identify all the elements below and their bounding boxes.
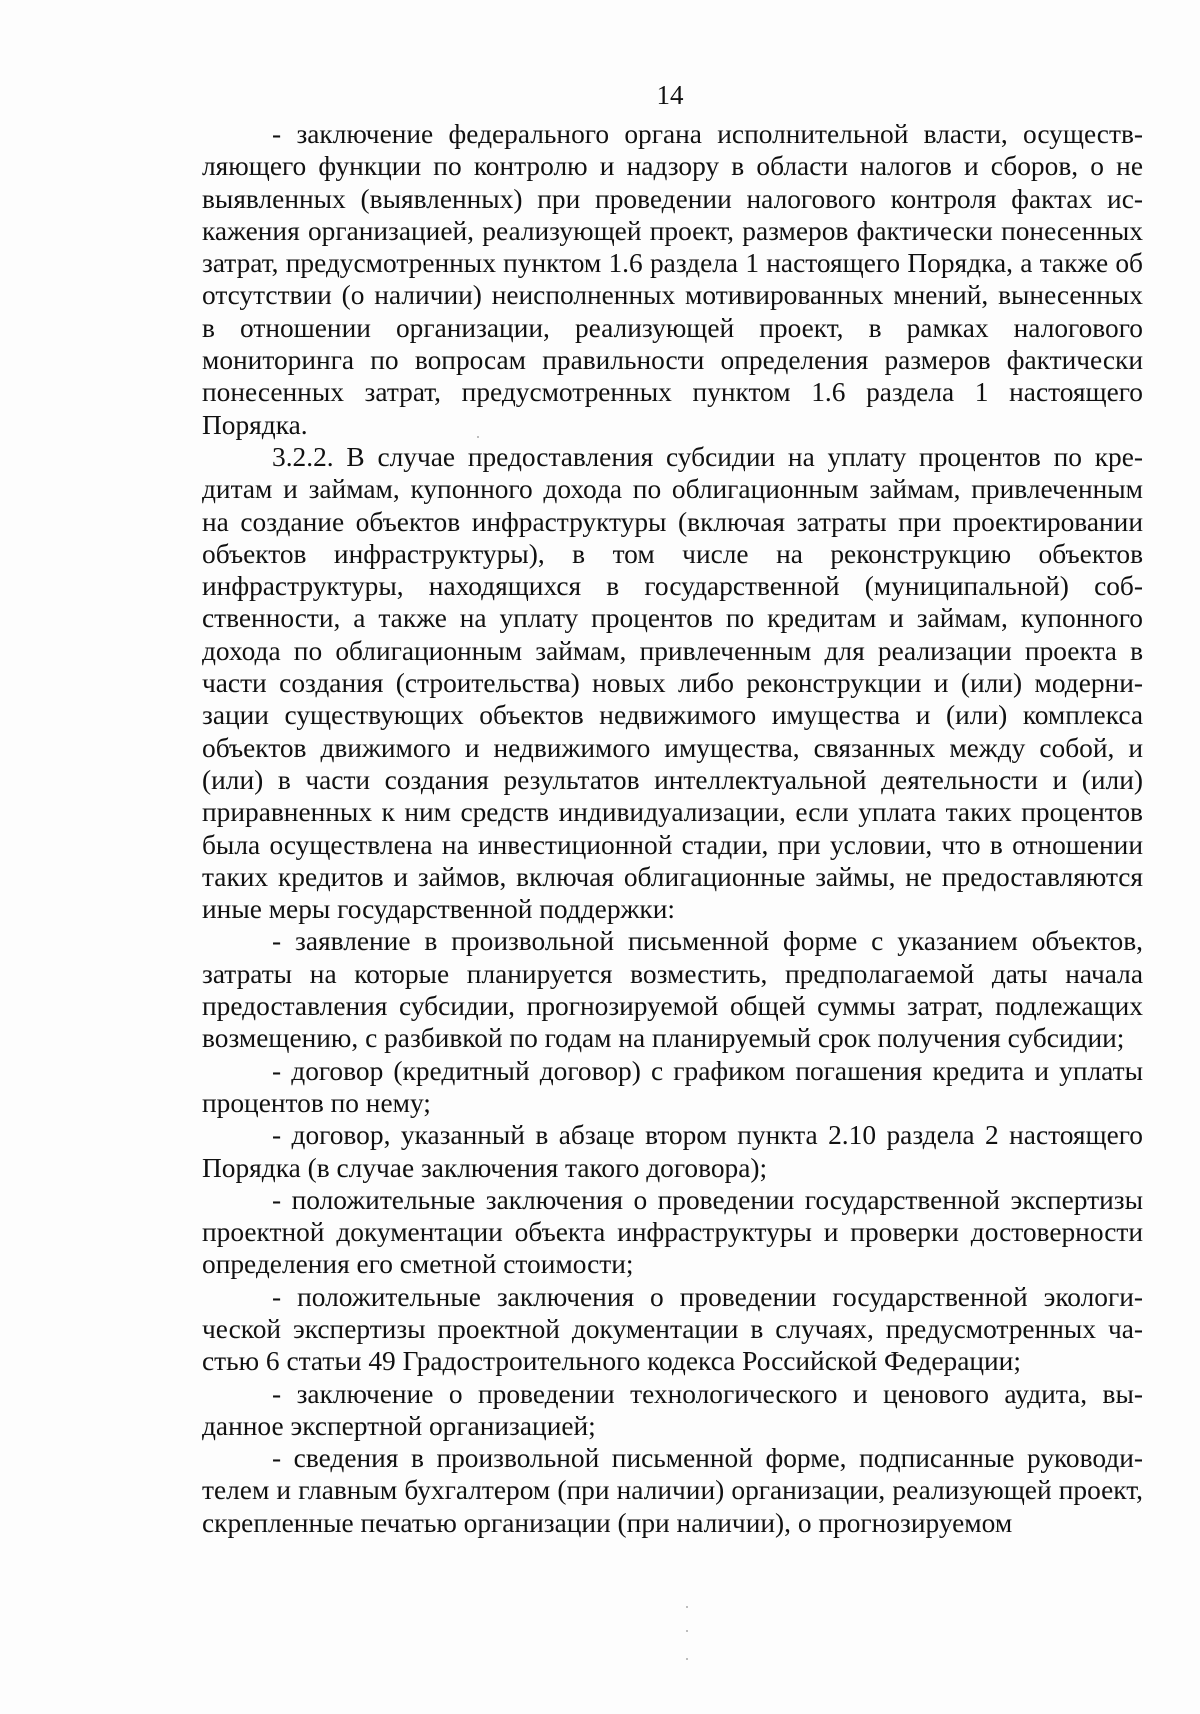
paragraph-ecological-expertise: - положительные заключения о проведении государственной экологической экспертизы проектной документации в случаях, предусмотренных частью 6 статьи 49 Градостроительного кодекса Российской Федерации;	[202, 1281, 1143, 1377]
scan-speck	[686, 1630, 688, 1632]
paragraph-credit-agreement: - договор (кредитный договор) с графиком погашения кредита и уплаты процентов по нему;	[202, 1055, 1143, 1118]
scan-speck	[477, 436, 479, 438]
scan-speck	[686, 1658, 688, 1660]
paragraph-tax-authority-conclusion: - заключение федерального органа исполнительной власти, осуществляющего функции по контролю и надзору в области налогов и сборов, о не выявленных (выявленных) при проведении налогового контроля фактах искажения организацией, реализующей проект, размеров фактически понесенных затрат, предусмотренных пунктом 1.6 раздела 1 настоящего Порядка, а также об отсутствии (о наличии) неисполненных мотивированных мнений, вынесенных в отношении организации, реализующей проект, в рамках налогового мониторинга по вопросам правильности определения размеров фактически понесенных затрат, предусмотренных пунктом 1.6 раздела 1 настоящего Порядка.	[202, 119, 1143, 440]
paragraph-agreement-2-10: - договор, указанный в абзаце втором пункта 2.10 раздела 2 настоящего Порядка (в случае заключения такого договора);	[202, 1120, 1143, 1183]
page-number: 14	[656, 80, 684, 110]
scan-speck	[686, 1606, 688, 1608]
document-body	[202, 118, 1143, 1539]
paragraph-information-signed: - сведения в произвольной письменной форме, подписанные руководителем и главным бухгалтером (при наличии) организации, реализующей проект, скрепленные печатью организации (при наличии), о прогнозируемом	[202, 1443, 1143, 1538]
paragraph-technological-audit: - заключение о проведении технологического и ценового аудита, выданное экспертной организацией;	[202, 1378, 1143, 1441]
paragraph-application: - заявление в произвольной письменной форме с указанием объектов, затраты на которые планируется возместить, предполагаемой даты начала предоставления субсидии, прогнозируемой общей суммы затрат, подлежащих возмещению, с разбивкой по годам на планируемый срок получения субсидии;	[202, 926, 1143, 1054]
paragraph-3-2-2: 3.2.2. В случае предоставления субсидии на уплату процентов по кредитам и займам, купонного дохода по облигационным займам, привлеченным на создание объектов инфраструктуры (включая затраты при проектировании объектов инфраструктуры), в том числе на реконструкцию объектов инфраструктуры, находящихся в государственной (муниципальной) собственности, а также на уплату процентов по кредитам и займам, купонного дохода по облигационным займам, привлеченным для реализации проекта в части создания (строительства) новых либо реконструкции и (или) модернизации существующих объектов недвижимого имущества и (или) комплекса объектов движимого и недвижимого имущества, связанных между собой, и (или) в части создания результатов интеллектуальной деятельности и (или) приравненных к ним средств индивидуализации, если уплата таких процентов была осуществлена на инвестиционной стадии, при условии, что в отношении таких кредитов и займов, включая облигационные займы, не предоставляются иные меры государственной поддержки:	[202, 441, 1143, 925]
paragraph-state-expertise: - положительные заключения о проведении государственной экспертизы проектной документации объекта инфраструктуры и проверки достоверности определения его сметной стоимости;	[202, 1184, 1143, 1280]
